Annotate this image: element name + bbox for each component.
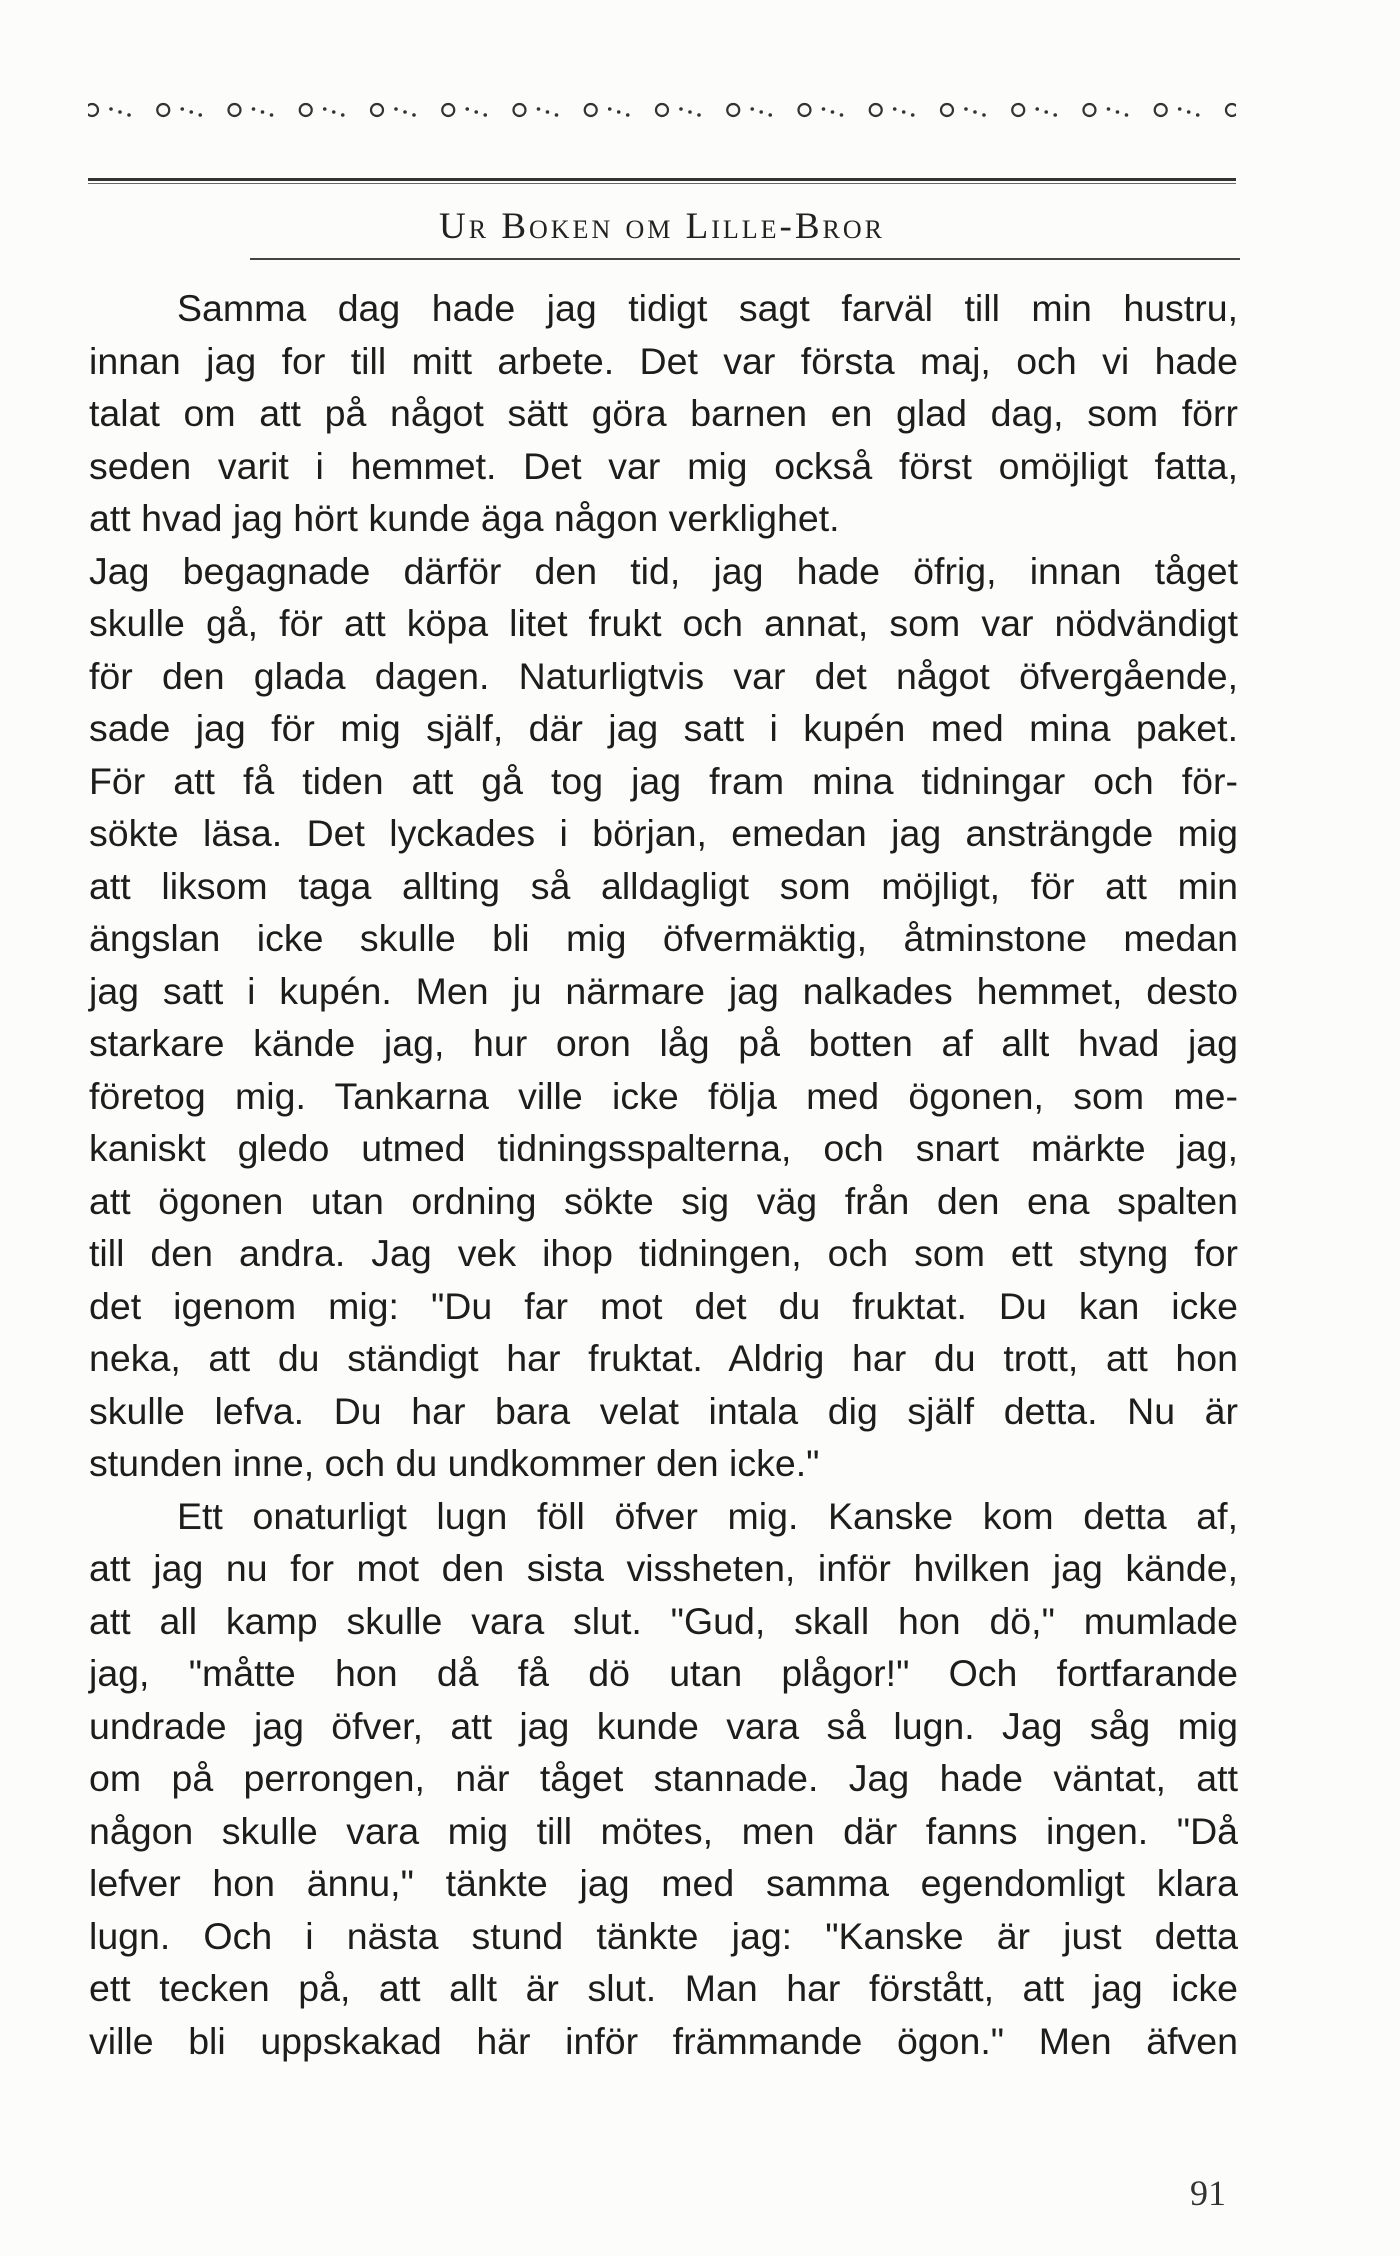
text-line: ett tecken på, att allt är slut. Man har förstått, att jag icke — [89, 1967, 1238, 2009]
ornament-dot — [537, 107, 541, 111]
ornament-dot — [973, 110, 977, 114]
ornament-dot — [688, 110, 692, 114]
ornament-dot — [1035, 107, 1039, 111]
ornament-circle — [157, 104, 169, 116]
ornament-circle — [513, 104, 525, 116]
page-number: 91 — [1190, 2173, 1226, 2213]
ornament-circle — [1155, 104, 1167, 116]
text-line: lugn. Och i nästa stund tänkte jag: "Kanske är just detta — [89, 1914, 1238, 1957]
ornament-dot — [109, 107, 113, 111]
ornament-circle — [798, 104, 810, 116]
ornament-dot — [198, 113, 202, 117]
text-line: lefver hon ännu," tänkte jag med samma egendomligt klara — [89, 1862, 1238, 1904]
ornament-circle — [88, 104, 98, 116]
text-line: stunden inne, och du undkommer den icke." — [89, 1442, 820, 1484]
text-line: ängslan icke skulle bli mig öfvermäktig, åtminstone medan — [89, 917, 1238, 959]
running-head: Ur Boken om Lille-Bror — [439, 206, 885, 247]
ornament-dot — [982, 113, 986, 117]
text-line: jag satt i kupén. Men ju närmare jag nalkades hemmet, desto — [89, 969, 1238, 1012]
text-line: det igenom mig: "Du far mot det du fruktat. Du kan icke — [89, 1284, 1238, 1327]
ornament-dot — [1053, 113, 1057, 117]
ornament-circle — [371, 104, 383, 116]
ornament-dot — [261, 110, 265, 114]
ornament-circle — [870, 104, 882, 116]
text-line: undrade jag öfver, att jag kunde vara så lugn. Jag såg mig — [89, 1704, 1238, 1747]
text-line: att all kamp skulle vara slut. "Gud, skall hon dö," mumlade — [89, 1599, 1238, 1642]
text-line: sade jag för mig själf, där jag satt i kupén med mina paket. — [89, 707, 1238, 749]
text-line: om på perrongen, när tåget stannade. Jag hade väntat, att — [89, 1757, 1238, 1799]
ornament-dot — [1044, 110, 1048, 114]
ornament-dot — [617, 110, 621, 114]
ornament-dot — [768, 113, 772, 117]
ornament-circle — [300, 104, 312, 116]
text-line: för den glada dagen. Naturligtvis var det något öfvergående, — [89, 654, 1238, 697]
text-line: starkare kände jag, hur oron låg på botten af allt hvad jag — [89, 1022, 1238, 1064]
text-line: företog mig. Tankarna ville icke följa med ögonen, som me- — [89, 1074, 1238, 1117]
ornament-dot — [697, 113, 701, 117]
ornament-dot — [403, 110, 407, 114]
ornament-dot — [964, 107, 968, 111]
ornament-dot — [341, 113, 345, 117]
ornament-dot — [893, 107, 897, 111]
ornament-dot — [412, 113, 416, 117]
ornament-dot — [323, 107, 327, 111]
ornament-circle — [656, 104, 668, 116]
ornament-circle — [585, 104, 597, 116]
ornament-dot — [1178, 107, 1182, 111]
ornament-dot — [1107, 107, 1111, 111]
decorative-border-ornament — [88, 96, 1236, 186]
ornament-dot — [394, 107, 398, 111]
text-line: att ögonen utan ordning sökte sig väg från den ena spalten — [89, 1179, 1238, 1222]
ornament-circle — [941, 104, 953, 116]
text-line: kaniskt gledo utmed tidningsspalterna, och snart märkte jag, — [89, 1127, 1238, 1169]
ornament-dot — [180, 107, 184, 111]
ornament-circle — [1083, 104, 1095, 116]
ornament-dot — [831, 110, 835, 114]
body-text — [89, 282, 1238, 2067]
ornament-circle — [1226, 104, 1236, 116]
ornament-dot — [679, 107, 683, 111]
ornament-dot — [483, 113, 487, 117]
ornament-dot — [546, 110, 550, 114]
text-line: att jag nu for mot den sista vissheten, inför hvilken jag kände, — [89, 1547, 1238, 1589]
text-line: innan jag for till mitt arbete. Det var första maj, och vi hade — [89, 339, 1238, 382]
text-line: talat om att på något sätt göra barnen en glad dag, som förr — [89, 392, 1238, 434]
text-line: ville bli uppskakad här inför främmande ögon." Men äfven — [89, 2019, 1238, 2062]
ornament-dot — [1116, 110, 1120, 114]
ornament-dot — [759, 110, 763, 114]
ornament-dot — [822, 107, 826, 111]
ornament-circle — [228, 104, 240, 116]
ornament-circle — [442, 104, 454, 116]
text-line: Samma dag hade jag tidigt sagt farväl till min hustru, — [177, 287, 1238, 329]
ornament-dot — [911, 113, 915, 117]
text-line: seden varit i hemmet. Det var mig också först omöjligt fatta, — [89, 444, 1238, 487]
ornament-dot — [270, 113, 274, 117]
ornament-dot — [1125, 113, 1129, 117]
text-line: jag, "måtte hon då få dö utan plågor!" Och fortfarande — [89, 1652, 1238, 1694]
ornament-dot — [474, 110, 478, 114]
text-line: neka, att du ständigt har fruktat. Aldrig har du trott, att hon — [89, 1337, 1238, 1379]
text-line: någon skulle vara mig till mötes, men där fanns ingen. "Då — [89, 1809, 1238, 1852]
text-line: Ett onaturligt lugn föll öfver mig. Kanske kom detta af, — [177, 1494, 1238, 1537]
ornament-dot — [608, 107, 612, 111]
text-line: skulle lefva. Du har bara velat intala dig själf detta. Nu är — [89, 1389, 1238, 1432]
text-line: Jag begagnade därför den tid, jag hade öfrig, innan tåget — [89, 549, 1238, 592]
header-rule — [250, 258, 1240, 260]
ornament-dot — [750, 107, 754, 111]
ornament-circle — [1012, 104, 1024, 116]
ornament-dot — [626, 113, 630, 117]
ornament-dot — [1196, 113, 1200, 117]
ornament-circle — [727, 104, 739, 116]
text-line: För att få tiden att gå tog jag fram mina tidningar och för- — [89, 759, 1238, 802]
ornament-dot — [902, 110, 906, 114]
ornament-dot — [332, 110, 336, 114]
text-line: till den andra. Jag vek ihop tidningen, och som ett styng for — [89, 1232, 1238, 1274]
text-line: sökte läsa. Det lyckades i början, emedan jag ansträngde mig — [89, 812, 1238, 854]
ornament-dot — [465, 107, 469, 111]
ornament-dot — [1187, 110, 1191, 114]
text-line: skulle gå, för att köpa litet frukt och annat, som var nödvändigt — [89, 602, 1238, 644]
ornament-dot — [118, 110, 122, 114]
ornament-dot — [127, 113, 131, 117]
ornament-dot — [189, 110, 193, 114]
ornament-dot — [555, 113, 559, 117]
text-line: att liksom taga allting så alldagligt som möjligt, för att min — [89, 864, 1238, 907]
ornament-dot — [840, 113, 844, 117]
text-line: att hvad jag hört kunde äga någon verklighet. — [89, 497, 840, 539]
ornament-dot — [252, 107, 256, 111]
